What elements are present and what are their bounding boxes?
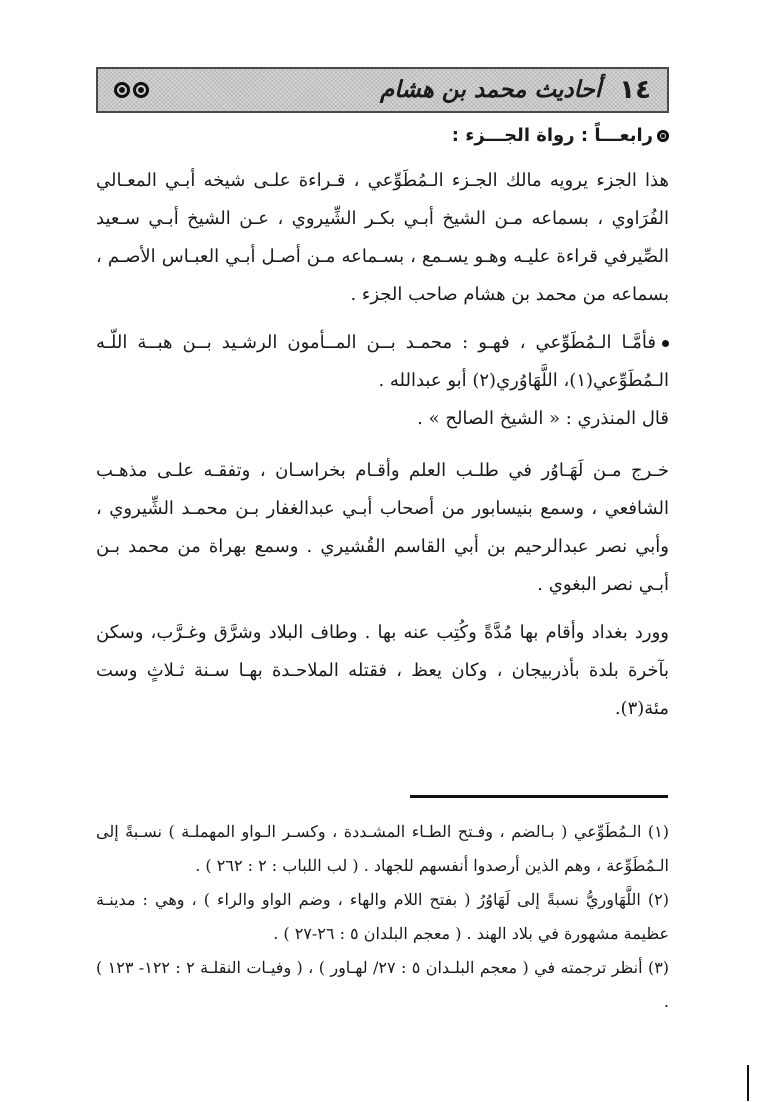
section-heading-text: رابعـــاً : رواة الجـــزء : <box>451 125 653 146</box>
ornament-dot-icon <box>133 82 149 98</box>
paragraph: قال المنذري : « الشيخ الصالح » . <box>417 408 669 429</box>
paragraph: هذا الجزء يرويه مالك الجـزء الـمُطَوِّعي ، قـراءة علـى شيخه أبـي المعـالي الفُرَاوي ، بسماعه مـن الشيخ أبـي بكـر الشِّيروي ، عـن الشيخ أبـي سـعيد الصِّيرفي قراءة عليـه وهـو يسـمع ، بسـماعه مـن أصـل أبـي العبـاس الأصـم ، بسماعه من محمد بن هشام صاحب الجزء . <box>96 170 669 305</box>
paragraph: خـرج مـن لَهَـاوُر في طلـب العلم وأقـام بخراسـان ، وتفقـه علـى مذهـب الشافعي ، وسمع بنيسابور من أصحاب أبـي عبدالغفار بـن محمـد الشِّيروي ، وأبي نصر عبدالرحيم بن أبي القاسم القُشيري . وسمع بهراة من محمد بـن أبـي نصر البغوي . <box>96 460 669 595</box>
header-ornament <box>114 82 149 98</box>
section-heading <box>96 120 669 152</box>
paragraph: وورد بغداد وأقام بها مُدَّةً وكُتِب عنه بها . وطاف البلاد وشرَّق وغـرَّب، وسكن بآخرة بلدة بأذربيجان ، وكان يعظ ، فقتله الملاحـدة بهـا سـنة ثـلاثٍ وست مئة(٣). <box>96 622 669 719</box>
paragraph <box>96 324 669 400</box>
paragraph-text: فأمَّـا الـمُطَوِّعي ، فهـو : محمـد بــن المــأمون الرشـيد بــن هبــة اللّـه الـمُطَوِّعي(١)، اللَّهَاوُري(٢) أبو عبدالله . <box>96 332 669 391</box>
main-text <box>96 120 669 728</box>
ornament-dot-icon <box>114 82 130 98</box>
page-number: ١٤ <box>619 75 651 105</box>
page-edge-mark <box>747 1065 749 1101</box>
footnote-separator <box>410 795 668 798</box>
book-title: أحاديث محمد بن هشام <box>380 77 602 103</box>
footnote: (١) الـمُطَوِّعي ( بـالضم ، وفـتح الطـاء المشـددة ، وكسـر الـواو المهملـة ) نسـبةً إلى الـمُطَوِّعة ، وهم الذين أرصدوا أنفسهم للجهاد . ( لب اللباب : ٢ : ٢٦٢ ) . <box>96 822 669 875</box>
footnote: (٢) اللَّهَاوريُّ نسبةً إلى لَهَاوُرُ ( بفتح اللام والهاء ، وضم الواو والراء ) ، وهي : مدينـة عظيمة مشهورة في بلاد الهند . ( معجم البلدان ٥ : ٢٦-٢٧ ) . <box>96 890 669 943</box>
footnote: (٣) أنظر ترجمته في ( معجم البلـدان ٥ : ٢٧/ لهـاور ) ، ( وفيـات النقلـة ٢ : ١٢٢- ١٢٣ ) . <box>96 958 670 1011</box>
bullet-dot-icon <box>662 340 669 347</box>
page-header <box>96 67 669 113</box>
circle-bullet-icon <box>657 130 669 142</box>
footnotes <box>96 815 669 1019</box>
